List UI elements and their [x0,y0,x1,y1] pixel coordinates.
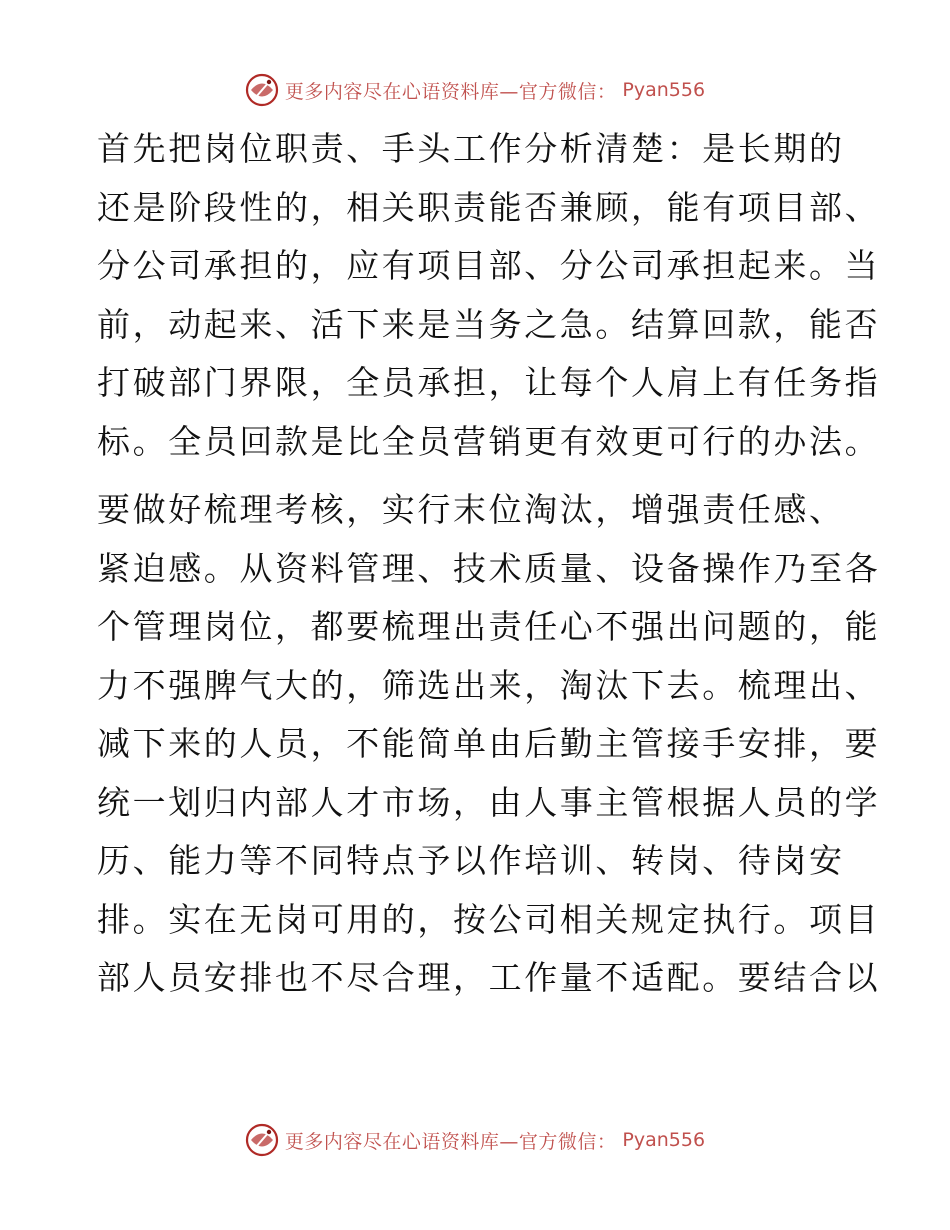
text-line: 统一划归内部人才市场，由人事主管根据人员的学 [97,782,881,822]
text-line: 减下来的人员，不能简单由后勤主管接手安排，要 [97,724,881,763]
text-line: 首先把岗位职责、手头工作分析清楚：是长期的 [97,129,845,168]
text-line: 分公司承担的，应有项目部、分公司承担起来。当 [97,246,881,285]
logo-icon [245,1123,279,1157]
text-line: 前，动起来、活下来是当务之急。结算回款，能否 [97,304,881,344]
header-banner [0,70,950,110]
header-slogan: 更多内容尽在心语资料库—官方微信： [284,80,617,103]
header-contact: Pyan556 [622,79,706,101]
document-body [97,120,881,1018]
paragraph-1 [97,120,881,471]
footer-banner [0,1120,950,1160]
paragraph-2 [97,481,881,1008]
text-line: 部人员安排也不尽合理，工作量不适配。要结合以 [97,958,881,997]
text-line: 要做好梳理考核，实行末位淘汰，增强责任感、 [97,490,845,529]
footer-slogan: 更多内容尽在心语资料库—官方微信： [284,1130,617,1153]
logo-icon [245,73,279,107]
text-line: 标。全员回款是比全员营销更有效更可行的办法。 [97,421,881,461]
text-line: 紧迫感。从资料管理、技术质量、设备操作乃至各 [97,548,881,588]
footer-contact: Pyan556 [622,1129,706,1151]
text-line: 历、能力等不同特点予以作培训、转岗、待岗安 [97,841,845,880]
text-line: 打破部门界限，全员承担，让每个人肩上有任务指 [97,363,881,402]
text-line: 排。实在无岗可用的，按公司相关规定执行。项目 [97,899,881,939]
text-line: 还是阶段性的，相关职责能否兼顾，能有项目部、 [97,187,881,227]
text-line: 个管理岗位，都要梳理出责任心不强出问题的，能 [97,607,881,646]
text-line: 力不强脾气大的，筛选出来，淘汰下去。梳理出、 [97,665,881,705]
